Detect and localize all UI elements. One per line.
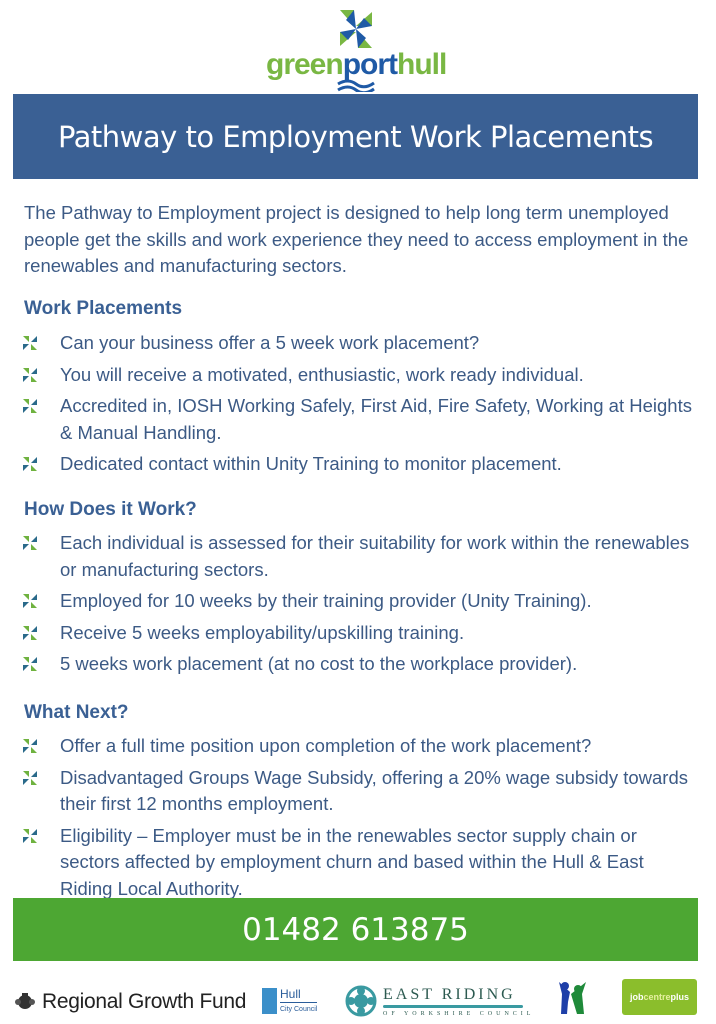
hull-city-council-logo: Hull City Council <box>262 988 317 1016</box>
hull-crest-icon <box>262 988 277 1014</box>
pinwheel-bullet-icon <box>22 367 38 383</box>
pinwheel-bullet-icon <box>22 625 38 641</box>
list-item: You will receive a motivated, enthusiastic, work ready individual. <box>22 362 692 389</box>
rose-emblem-icon <box>345 985 377 1017</box>
section-heading-what-next: What Next? <box>24 702 129 723</box>
pinwheel-bullet-icon <box>22 738 38 754</box>
pinwheel-bullet-icon <box>22 535 38 551</box>
east-riding-council-logo: EAST RIDING OF YORKSHIRE COUNCIL <box>345 985 377 1022</box>
wave-icon <box>336 78 376 92</box>
pinwheel-bullet-icon <box>22 828 38 844</box>
title-banner <box>13 94 698 179</box>
page-title: Pathway to Employment Work Placements <box>57 119 654 154</box>
pinwheel-bullet-icon <box>22 335 38 351</box>
section-heading-work-placements: Work Placements <box>24 298 183 319</box>
pinwheel-icon <box>336 8 376 52</box>
list-item: Receive 5 weeks employability/upskilling training. <box>22 620 692 647</box>
pinwheel-bullet-icon <box>22 656 38 672</box>
phone-number[interactable]: 01482 613875 <box>242 911 469 948</box>
list-item: Can your business offer a 5 week work placement? <box>22 330 692 357</box>
section-heading-how-does-it-work: How Does it Work? <box>24 499 197 520</box>
jobcentre-plus-logo: job centre plus <box>622 979 697 1015</box>
logo-wordmark: greenporthull <box>266 48 447 81</box>
royal-crest-icon <box>14 992 36 1012</box>
pinwheel-bullet-icon <box>22 398 38 414</box>
list-item: 5 weeks work placement (at no cost to the workplace provider). <box>22 651 692 678</box>
pinwheel-bullet-icon <box>22 593 38 609</box>
regional-growth-fund-logo: Regional Growth Fund <box>14 990 246 1014</box>
work-placements-list <box>22 330 692 483</box>
phone-banner <box>13 898 698 961</box>
pinwheel-bullet-icon <box>22 770 38 786</box>
list-item: Eligibility – Employer must be in the renewables sector supply chain or sectors affected by employment churn and based within the Hull & East Riding Local Authority. <box>22 823 692 903</box>
list-item: Disadvantaged Groups Wage Subsidy, offering a 20% wage subsidy towards their first 12 months employment. <box>22 765 692 818</box>
people-figures-logo <box>556 980 588 1016</box>
list-item: Dedicated contact within Unity Training to monitor placement. <box>22 451 692 478</box>
list-item: Offer a full time position upon completion of the work placement? <box>22 733 692 760</box>
list-item: Each individual is assessed for their suitability for work within the renewables or manufacturing sectors. <box>22 530 692 583</box>
sponsor-logos <box>0 970 716 1024</box>
list-item: Accredited in, IOSH Working Safely, First Aid, Fire Safety, Working at Heights & Manual Handling. <box>22 393 692 446</box>
how-it-works-list <box>22 530 692 683</box>
what-next-list <box>22 733 692 907</box>
greenporthull-logo <box>266 8 446 90</box>
intro-paragraph: The Pathway to Employment project is designed to help long term unemployed people get the skills and work experience they need to access employment in the renewables and manufacturing sectors. <box>24 202 689 276</box>
list-item: Employed for 10 weeks by their training provider (Unity Training). <box>22 588 692 615</box>
pinwheel-bullet-icon <box>22 456 38 472</box>
